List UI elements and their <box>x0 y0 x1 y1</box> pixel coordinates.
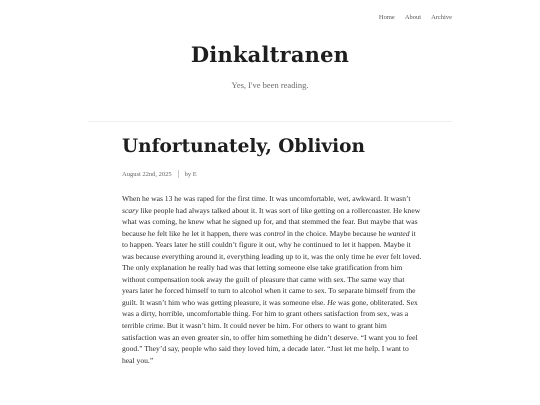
top-navigation <box>379 14 452 21</box>
post-author: by E <box>184 170 197 178</box>
header-divider <box>88 121 452 122</box>
body-emphasis: control <box>263 228 286 238</box>
body-text: it to happen. Years later he still couldn’t figure it out, why he continued to let it happen. Maybe it was because everything around it, everything leading up to it, was the only time he ever felt loved. The only explanation he really had was that letting someone else take gratification from him without compensation took away the guilt of pleasure that came with sex. The same way that years later he forced himself to turn to alcohol when it came to sex. To separate himself from the guilt. It wasn’t him who was getting pleasure, it was someone else. <box>122 228 422 307</box>
body-text: When he was 13 he was raped for the first time. It was uncomfortable, wet, awkward. It wasn’t <box>122 194 411 203</box>
blog-post <box>122 136 422 374</box>
nav-archive-link[interactable]: Archive <box>431 14 452 21</box>
site-title[interactable]: Dinkaltranen <box>190 42 350 67</box>
body-emphasis: He <box>327 297 336 307</box>
post-title[interactable]: Unfortunately, Oblivion <box>122 136 365 157</box>
meta-separator <box>178 170 179 178</box>
body-emphasis: wanted <box>387 228 410 238</box>
body-text: like people had always talked about it. It was sort of like getting on a rollercoaster. He knew what was coming, he knew what he signed up for, and that stemmed the fear. But maybe that was because he felt like he let it happen, there was <box>122 205 421 238</box>
body-text: in the choice. Maybe because he <box>285 228 388 238</box>
nav-about-link[interactable]: About <box>404 14 422 21</box>
body-text: was gone, obliterated. Sex was a dirty, horrible, uncomfortable thing. For him to grant others satisfaction from sex, was a terrible crime. But it wasn’t him. It could never be him. For others to want to grant him satisfaction was an even greater sin, to offer him something he didn’t deserve. “I want you to feel good.” They’d say, people who said they loved him, a decade later. “Just let me help. I want to heal you.” <box>122 297 418 365</box>
site-tagline: Yes, I've been reading. <box>231 80 309 90</box>
post-body-paragraph <box>122 193 422 366</box>
nav-home-link[interactable]: Home <box>378 14 395 21</box>
site-header <box>0 42 540 90</box>
body-emphasis: scary <box>122 205 139 215</box>
post-meta <box>122 170 422 178</box>
post-date: August 22nd, 2025 <box>122 170 172 178</box>
